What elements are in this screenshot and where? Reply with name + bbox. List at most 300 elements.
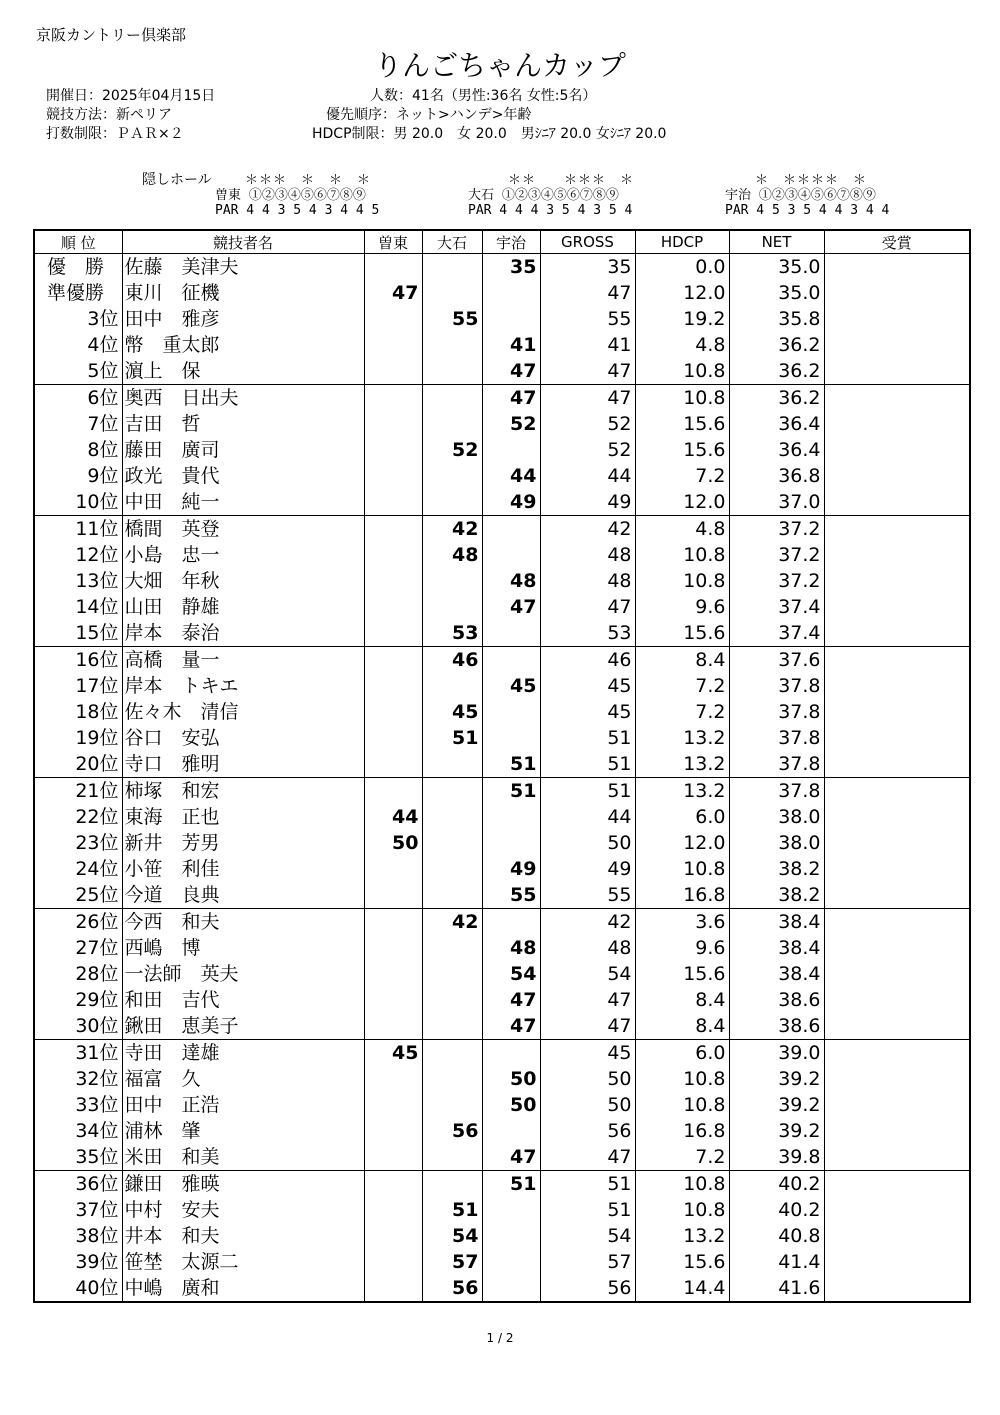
col-header-sotou: 曽東	[364, 230, 422, 254]
player-name: 幣 重太郎	[122, 332, 364, 358]
table-row	[34, 489, 970, 516]
score-uji: 41	[482, 332, 540, 358]
hdcp-value: 8.4	[635, 647, 729, 674]
table-row	[34, 516, 970, 543]
rank-cell: 8位	[87, 439, 119, 461]
rank-cell: 7位	[87, 413, 119, 435]
score-sotou	[364, 254, 422, 281]
table-row	[34, 1066, 970, 1092]
award-cell	[824, 1197, 970, 1223]
course-name: 宇治	[725, 188, 752, 203]
gross-score: 47	[540, 1013, 635, 1040]
net-score: 38.2	[729, 856, 824, 882]
player-name: 山田 静雄	[122, 594, 364, 620]
gross-score: 42	[540, 516, 635, 543]
score-uji: 47	[482, 1013, 540, 1040]
player-name: 今西 和夫	[122, 909, 364, 936]
score-sotou	[364, 987, 422, 1013]
net-score: 41.4	[729, 1249, 824, 1275]
score-sotou	[364, 647, 422, 674]
player-name: 田中 正浩	[122, 1092, 364, 1118]
hdcp-value: 10.8	[635, 1066, 729, 1092]
score-oishi	[422, 1092, 482, 1118]
rank-cell: 準優勝	[47, 282, 105, 304]
stroke-limit: 打数制限：ＰＡＲ×２	[46, 126, 184, 142]
rank-cell: 38位	[75, 1225, 119, 1247]
course-uji	[725, 173, 889, 218]
hdcp-value: 0.0	[635, 254, 729, 281]
score-uji: 49	[482, 489, 540, 516]
score-uji	[482, 699, 540, 725]
table-row	[34, 778, 970, 805]
score-oishi	[422, 332, 482, 358]
hdcp-value: 9.6	[635, 594, 729, 620]
rank-cell: 40位	[75, 1277, 119, 1299]
gross-score: 48	[540, 542, 635, 568]
score-sotou	[364, 751, 422, 778]
hdcp-value: 12.0	[635, 280, 729, 306]
hdcp-value: 15.6	[635, 620, 729, 647]
score-uji	[482, 620, 540, 647]
hdcp-value: 10.8	[635, 542, 729, 568]
hdcp-value: 8.4	[635, 987, 729, 1013]
gross-score: 42	[540, 909, 635, 936]
award-cell	[824, 1249, 970, 1275]
gross-score: 56	[540, 1118, 635, 1144]
score-oishi	[422, 882, 482, 909]
rank-cell: 25位	[75, 884, 119, 906]
table-row	[34, 1275, 970, 1302]
score-uji: 47	[482, 385, 540, 412]
gross-score: 47	[540, 987, 635, 1013]
gross-score: 47	[540, 594, 635, 620]
score-sotou	[364, 1118, 422, 1144]
award-cell	[824, 489, 970, 516]
hdcp-value: 13.2	[635, 751, 729, 778]
net-score: 38.6	[729, 1013, 824, 1040]
score-sotou	[364, 306, 422, 332]
net-score: 38.0	[729, 830, 824, 856]
score-oishi	[422, 358, 482, 385]
award-cell	[824, 385, 970, 412]
score-oishi	[422, 254, 482, 281]
award-cell	[824, 542, 970, 568]
rank-cell: 29位	[75, 989, 119, 1011]
award-cell	[824, 1066, 970, 1092]
score-sotou	[364, 1013, 422, 1040]
page-title: りんごちゃんカップ	[374, 49, 626, 82]
player-name: 岸本 泰治	[122, 620, 364, 647]
hole-numbers: ①②③④⑤⑥⑦⑧⑨	[501, 188, 619, 203]
score-sotou	[364, 1275, 422, 1302]
score-oishi	[422, 1013, 482, 1040]
rank-cell: 30位	[75, 1015, 119, 1037]
player-name: 藤田 廣司	[122, 437, 364, 463]
table-row	[34, 1223, 970, 1249]
award-cell	[824, 1013, 970, 1040]
rank-cell: 15位	[75, 622, 119, 644]
table-row	[34, 358, 970, 385]
gross-score: 35	[540, 254, 635, 281]
col-header-rank: 順 位	[34, 230, 122, 254]
score-sotou	[364, 699, 422, 725]
table-row	[34, 987, 970, 1013]
score-sotou	[364, 411, 422, 437]
net-score: 36.2	[729, 358, 824, 385]
award-cell	[824, 856, 970, 882]
col-header-oishi: 大石	[422, 230, 482, 254]
score-uji	[482, 1275, 540, 1302]
course-sotou	[215, 173, 379, 218]
rank-cell: 19位	[75, 727, 119, 749]
hdcp-value: 10.8	[635, 1197, 729, 1223]
net-score: 36.2	[729, 332, 824, 358]
rank-cell: 26位	[34, 909, 122, 936]
award-cell	[824, 1092, 970, 1118]
gross-score: 46	[540, 647, 635, 674]
score-sotou	[364, 1144, 422, 1171]
score-oishi	[422, 1040, 482, 1067]
col-header-uji: 宇治	[482, 230, 540, 254]
score-uji	[482, 280, 540, 306]
score-oishi	[422, 961, 482, 987]
gross-score: 48	[540, 935, 635, 961]
table-row	[34, 620, 970, 647]
table-row	[34, 1171, 970, 1198]
award-cell	[824, 961, 970, 987]
player-name: 橋間 英登	[122, 516, 364, 543]
score-oishi	[422, 778, 482, 805]
score-sotou	[364, 437, 422, 463]
player-name: 濵上 保	[122, 358, 364, 385]
score-uji	[482, 542, 540, 568]
gross-score: 48	[540, 568, 635, 594]
score-oishi: 48	[422, 542, 482, 568]
rank-cell: 34位	[75, 1120, 119, 1142]
score-oishi	[422, 830, 482, 856]
hdcp-value: 13.2	[635, 725, 729, 751]
hdcp-value: 10.8	[635, 358, 729, 385]
info-left	[46, 87, 215, 144]
gross-score: 57	[540, 1249, 635, 1275]
gross-score: 55	[540, 306, 635, 332]
score-uji: 48	[482, 568, 540, 594]
score-uji	[482, 804, 540, 830]
score-sotou	[364, 935, 422, 961]
rank-cell: 13位	[75, 570, 119, 592]
award-cell	[824, 751, 970, 778]
award-cell	[824, 437, 970, 463]
score-oishi	[422, 411, 482, 437]
hdcp-value: 15.6	[635, 437, 729, 463]
score-oishi: 42	[422, 909, 482, 936]
player-name: 浦林 肇	[122, 1118, 364, 1144]
player-name: 小笹 利佳	[122, 856, 364, 882]
score-oishi: 56	[422, 1275, 482, 1302]
score-sotou	[364, 673, 422, 699]
gross-score: 44	[540, 463, 635, 489]
score-uji	[482, 1118, 540, 1144]
award-cell	[824, 1118, 970, 1144]
score-sotou	[364, 332, 422, 358]
score-sotou	[364, 778, 422, 805]
hdcp-value: 10.8	[635, 568, 729, 594]
net-score: 39.8	[729, 1144, 824, 1171]
award-cell	[824, 1171, 970, 1198]
score-oishi: 46	[422, 647, 482, 674]
player-name: 井本 和夫	[122, 1223, 364, 1249]
player-name: 高橋 量一	[122, 647, 364, 674]
rank-cell: 32位	[75, 1068, 119, 1090]
net-score: 38.2	[729, 882, 824, 909]
hidden-hole-label: 隠しホール	[142, 172, 212, 188]
hidden-stars: ＊ ＊＊＊＊ ＊	[755, 173, 868, 188]
priority-order: 優先順序：ネット>ハンデ>年齢	[326, 107, 532, 123]
score-uji	[482, 306, 540, 332]
score-oishi	[422, 1144, 482, 1171]
score-uji	[482, 516, 540, 543]
score-uji: 51	[482, 1171, 540, 1198]
gross-score: 47	[540, 385, 635, 412]
hdcp-value: 4.8	[635, 516, 729, 543]
net-score: 38.6	[729, 987, 824, 1013]
gross-score: 55	[540, 882, 635, 909]
hdcp-value: 12.0	[635, 830, 729, 856]
hdcp-value: 10.8	[635, 1171, 729, 1198]
player-name: 小島 忠一	[122, 542, 364, 568]
rank-cell: 10位	[75, 491, 119, 513]
score-uji: 51	[482, 751, 540, 778]
table-row	[34, 909, 970, 936]
score-uji: 50	[482, 1092, 540, 1118]
score-uji	[482, 437, 540, 463]
score-sotou	[364, 463, 422, 489]
net-score: 36.8	[729, 463, 824, 489]
table-row	[34, 647, 970, 674]
rank-cell: 24位	[75, 858, 119, 880]
table-row	[34, 751, 970, 778]
award-cell	[824, 1275, 970, 1302]
score-sotou	[364, 594, 422, 620]
hdcp-value: 15.6	[635, 961, 729, 987]
table-row	[34, 306, 970, 332]
player-name: 政光 貴代	[122, 463, 364, 489]
col-header-award: 受賞	[824, 230, 970, 254]
score-oishi	[422, 751, 482, 778]
score-oishi	[422, 673, 482, 699]
rank-cell: 12位	[75, 544, 119, 566]
net-score: 37.2	[729, 516, 824, 543]
col-header-net: NET	[729, 230, 824, 254]
course-name: 大石	[468, 188, 495, 203]
table-row	[34, 411, 970, 437]
award-cell	[824, 411, 970, 437]
gross-score: 47	[540, 1144, 635, 1171]
hdcp-value: 7.2	[635, 1144, 729, 1171]
rank-cell: 18位	[75, 701, 119, 723]
gross-score: 51	[540, 778, 635, 805]
player-name: 東川 征機	[122, 280, 364, 306]
score-oishi	[422, 489, 482, 516]
table-row	[34, 856, 970, 882]
award-cell	[824, 725, 970, 751]
hidden-stars: ＊＊＊ ＊ ＊ ＊	[245, 173, 372, 188]
table-row	[34, 804, 970, 830]
player-name: 吉田 哲	[122, 411, 364, 437]
rank-cell: 39位	[75, 1251, 119, 1273]
score-oishi	[422, 856, 482, 882]
score-oishi: 42	[422, 516, 482, 543]
award-cell	[824, 594, 970, 620]
hdcp-value: 7.2	[635, 699, 729, 725]
award-cell	[824, 568, 970, 594]
score-sotou	[364, 1197, 422, 1223]
player-name: 奥西 日出夫	[122, 385, 364, 412]
score-sotou: 44	[364, 804, 422, 830]
table-row	[34, 882, 970, 909]
hole-numbers: ①②③④⑤⑥⑦⑧⑨	[758, 188, 876, 203]
gross-score: 53	[540, 620, 635, 647]
table-row	[34, 673, 970, 699]
hdcp-value: 19.2	[635, 306, 729, 332]
table-row	[34, 961, 970, 987]
gross-score: 50	[540, 1092, 635, 1118]
score-sotou	[364, 1171, 422, 1198]
rank-cell: 17位	[75, 675, 119, 697]
award-cell	[824, 882, 970, 909]
table-row	[34, 1249, 970, 1275]
hdcp-value: 3.6	[635, 909, 729, 936]
net-score: 39.2	[729, 1092, 824, 1118]
award-cell	[824, 673, 970, 699]
gross-score: 52	[540, 411, 635, 437]
player-name: 東海 正也	[122, 804, 364, 830]
rank-cell: 6位	[34, 385, 122, 412]
net-score: 37.8	[729, 699, 824, 725]
results-table	[33, 229, 971, 1303]
award-cell	[824, 1144, 970, 1171]
score-sotou	[364, 882, 422, 909]
score-uji: 51	[482, 778, 540, 805]
rank-cell: 36位	[34, 1171, 122, 1198]
score-sotou	[364, 516, 422, 543]
rank-cell: 37位	[75, 1199, 119, 1221]
score-oishi	[422, 1066, 482, 1092]
score-sotou	[364, 568, 422, 594]
table-row	[34, 1197, 970, 1223]
rank-cell: 28位	[75, 963, 119, 985]
net-score: 38.4	[729, 961, 824, 987]
score-uji: 47	[482, 1144, 540, 1171]
player-name: 米田 和美	[122, 1144, 364, 1171]
score-sotou	[364, 385, 422, 412]
score-sotou	[364, 1066, 422, 1092]
hdcp-value: 9.6	[635, 935, 729, 961]
gross-score: 47	[540, 280, 635, 306]
hdcp-value: 10.8	[635, 1092, 729, 1118]
table-row	[34, 332, 970, 358]
table-row	[34, 1013, 970, 1040]
score-sotou	[364, 856, 422, 882]
net-score: 37.4	[729, 594, 824, 620]
rank-cell: 3位	[87, 308, 119, 330]
net-score: 38.4	[729, 909, 824, 936]
hdcp-value: 6.0	[635, 1040, 729, 1067]
gross-score: 56	[540, 1275, 635, 1302]
award-cell	[824, 778, 970, 805]
gross-score: 44	[540, 804, 635, 830]
gross-score: 45	[540, 699, 635, 725]
table-row	[34, 830, 970, 856]
player-name: 岸本 トキエ	[122, 673, 364, 699]
rank-cell: 20位	[75, 753, 119, 775]
rank-cell: 23位	[75, 832, 119, 854]
player-name: 今道 良典	[122, 882, 364, 909]
score-oishi	[422, 987, 482, 1013]
score-uji: 45	[482, 673, 540, 699]
score-sotou	[364, 620, 422, 647]
player-name: 大畑 年秋	[122, 568, 364, 594]
table-row	[34, 542, 970, 568]
hdcp-value: 15.6	[635, 411, 729, 437]
hdcp-value: 12.0	[635, 489, 729, 516]
rank-cell: 31位	[34, 1040, 122, 1067]
table-row	[34, 463, 970, 489]
rank-cell: 4位	[87, 334, 119, 356]
net-score: 41.6	[729, 1275, 824, 1302]
net-score: 37.6	[729, 647, 824, 674]
table-row	[34, 254, 970, 281]
gross-score: 51	[540, 1171, 635, 1198]
player-name: 中田 純一	[122, 489, 364, 516]
score-sotou	[364, 1092, 422, 1118]
award-cell	[824, 254, 970, 281]
score-sotou	[364, 1249, 422, 1275]
score-sotou	[364, 725, 422, 751]
info-right	[312, 87, 792, 144]
score-oishi: 51	[422, 725, 482, 751]
net-score: 38.4	[729, 935, 824, 961]
col-header-gross: GROSS	[540, 230, 635, 254]
net-score: 37.8	[729, 725, 824, 751]
table-row	[34, 385, 970, 412]
net-score: 39.2	[729, 1118, 824, 1144]
hdcp-value: 13.2	[635, 1223, 729, 1249]
net-score: 40.8	[729, 1223, 824, 1249]
table-row	[34, 935, 970, 961]
gross-score: 47	[540, 358, 635, 385]
player-name: 鍬田 恵美子	[122, 1013, 364, 1040]
club-name: 京阪カントリー倶楽部	[36, 26, 187, 44]
hdcp-value: 16.8	[635, 882, 729, 909]
net-score: 36.2	[729, 385, 824, 412]
net-score: 39.0	[729, 1040, 824, 1067]
score-sotou	[364, 961, 422, 987]
award-cell	[824, 280, 970, 306]
score-sotou	[364, 358, 422, 385]
player-name: 佐藤 美津夫	[122, 254, 364, 281]
score-oishi	[422, 385, 482, 412]
score-uji: 52	[482, 411, 540, 437]
rank-cell: 11位	[34, 516, 122, 543]
gross-score: 45	[540, 673, 635, 699]
player-name: 西嶋 博	[122, 935, 364, 961]
rank-cell: 33位	[75, 1094, 119, 1116]
rank-cell: 優 勝	[47, 256, 105, 278]
net-score: 39.2	[729, 1066, 824, 1092]
player-name: 一法師 英夫	[122, 961, 364, 987]
score-uji: 35	[482, 254, 540, 281]
